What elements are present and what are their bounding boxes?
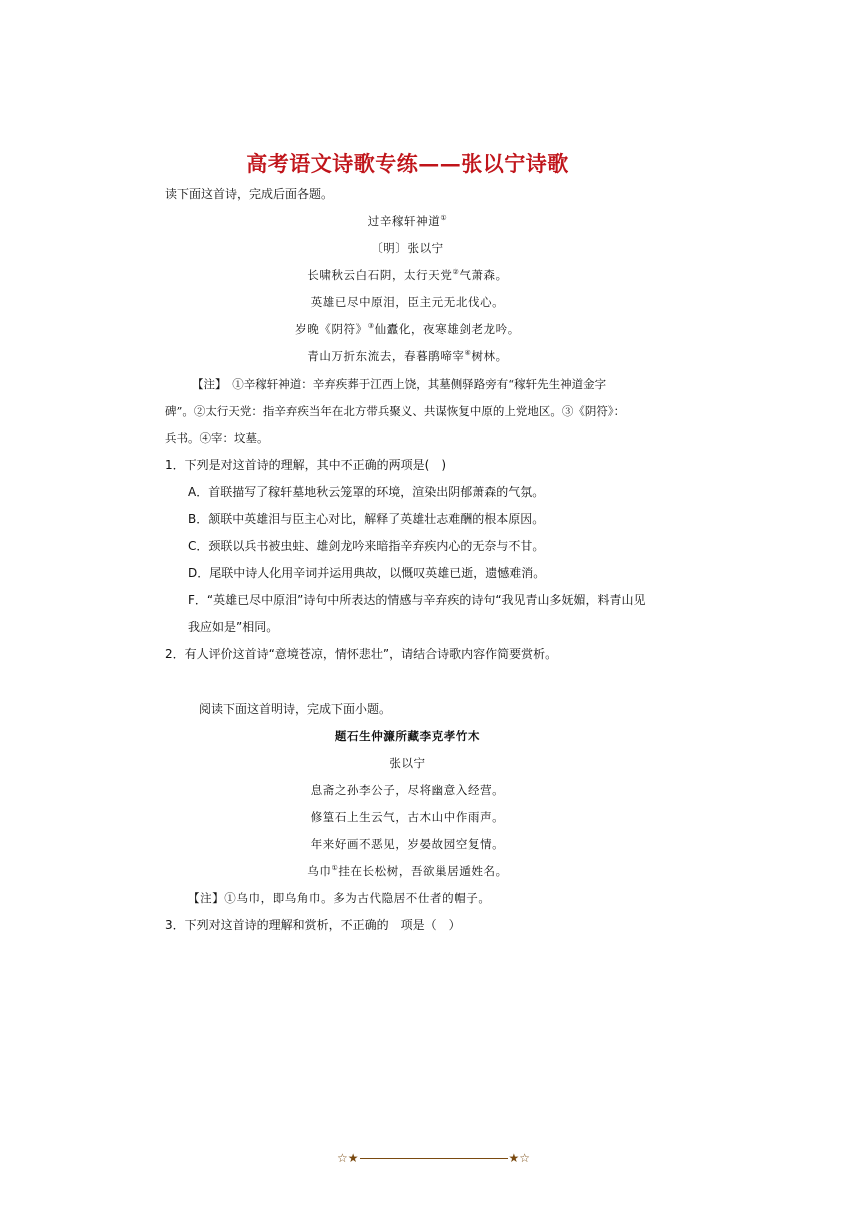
note-marker: ③ [367,322,375,330]
poem1-line-2: 英雄已尽中原泪，臣主元无北伐心。 [310,295,505,309]
poem1-line-4-part-b: 树林。 [471,349,508,363]
note-marker: ① [440,214,448,222]
poem2-line-3: 年来好画不恶见，岁晏故园空复情。 [310,837,505,851]
page-title: 高考语文诗歌专练——张以宁诗歌 [246,151,569,176]
question-1-stem: 1．下列是对这首诗的理解，其中不正确的两项是( ) [165,458,447,472]
poem1-notes-line-2: 碑”。②太行天党：指辛弃疾当年在北方带兵聚义、共谋恢复中原的上党地区。③《阴符》： [165,404,626,418]
poem2-line-4-part-b: 挂在长松树，吾欲巢居遁姓名。 [338,864,508,878]
poem2-line-4 [0,863,815,879]
intro-instruction-2: 阅读下面这首明诗，完成下面小题。 [199,702,392,716]
footer-stars-right: ★☆ [508,1151,531,1165]
question-1-option-b: B．颔联中英雄泪与臣主心对比，解释了英雄壮志难酬的根本原因。 [188,512,545,526]
poem1-line-3-part-a: 岁晚《阴符》 [295,322,368,336]
question-2-stem: 2．有人评价这首诗“意境苍凉，情怀悲壮”，请结合诗歌内容作简要赏析。 [165,647,558,661]
poem1-title [0,213,815,229]
poem1-line-1-part-b: 气萧森。 [459,268,508,282]
poem1-line-1 [0,267,815,283]
question-1-option-c: C．颈联以兵书被虫蛀、雄剑龙吟来暗指辛弃疾内心的无奈与不甘。 [188,539,545,553]
poem2-line-4-part-a: 乌巾 [307,864,332,878]
note-marker: ② [452,268,460,276]
poem1-line-1-part-a: 长啸秋云白石阴，太行天党 [307,268,453,282]
page-footer-decoration [0,1151,867,1165]
note-marker: ④ [464,349,472,357]
poem1-line-3 [0,321,815,337]
footer-rule [360,1158,508,1159]
note-marker: ① [331,864,339,872]
question-1-option-a: A．首联描写了稼轩墓地秋云笼罩的环境，渲染出阴郁萧森的气氛。 [188,485,545,499]
question-1-option-f-line-1: F．“英雄已尽中原泪”诗句中所表达的情感与辛弃疾的诗句“我见青山多妩媚，料青山见 [188,593,646,607]
intro-instruction-1: 读下面这首诗，完成后面各题。 [165,187,334,201]
poem1-notes-line-1: 【注】 ①辛稼轩神道：辛弃疾葬于江西上饶，其墓侧驿路旁有“稼轩先生神道金字 [192,377,607,391]
poem1-title-text: 过辛稼轩神道 [367,214,441,228]
question-1-option-f-line-2: 我应如是”相同。 [188,620,279,634]
poem1-line-4 [0,348,815,364]
poem2-line-2: 修篁石上生云气，古木山中作雨声。 [310,810,505,824]
poem1-line-4-part-a: 青山万折东流去，春暮鹃啼宰 [307,349,465,363]
poem2-author: 张以宁 [389,756,426,770]
poem2-notes-line-1: 【注】①乌巾，即乌角巾。多为古代隐居不仕者的帽子。 [188,891,491,905]
question-1-option-d: D．尾联中诗人化用辛词并运用典故，以慨叹英雄已逝，遗憾难消。 [188,566,546,580]
poem1-notes-line-3: 兵书。④宰：坟墓。 [165,431,269,445]
poem2-line-1: 息斋之孙李公子，尽将幽意入经营。 [310,783,505,797]
poem1-line-3-part-b: 仙蠹化，夜寒雄剑老龙吟。 [374,322,520,336]
footer-stars-left: ☆★ [336,1151,359,1165]
question-3-stem: 3．下列对这首诗的理解和赏析，不正确的 项是（ ） [165,918,461,932]
poem1-author: 〔明〕张以宁 [371,241,444,255]
poem2-title: 题石生仲濂所藏李克孝竹木 [334,729,481,743]
